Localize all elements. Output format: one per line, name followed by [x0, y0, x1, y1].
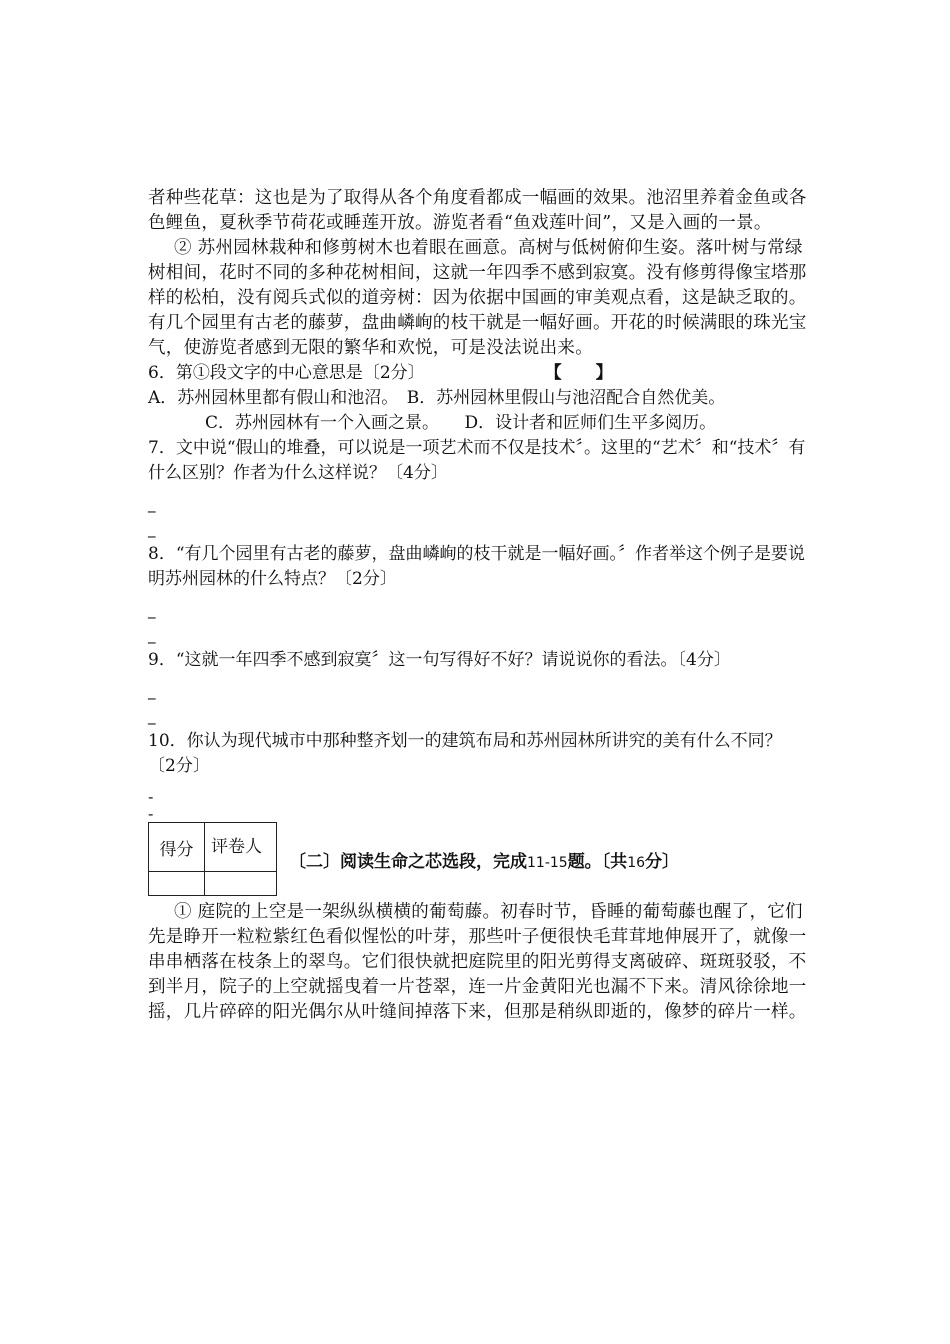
answer-line[interactable]: _ [148, 682, 156, 700]
question-9: 9．“这就一年四季不感到寂寞〞这一句写得好不好？请说说你的看法。〔4分〕 [148, 650, 731, 670]
section-2-title: 〔二〕阅读生命之芯选段，完成11-15题。〔共16分〕 [289, 851, 680, 872]
question-6-text: 6．第①段文字的中心意思是〔2分〕 [148, 363, 425, 383]
answer-line[interactable]: - [148, 805, 154, 823]
score-label: 得分 [149, 823, 205, 872]
passage-continuation: 者种些花草：这也是为了取得从各个角度看都成一幅画的效果。池沼里养着金鱼或各色鲤鱼，夏秋季节荷花或睡莲开放。游览者看“鱼戏莲叶间”，又是入画的一景。 [148, 188, 807, 233]
answer-line[interactable]: _ [148, 520, 156, 538]
question-6 [148, 361, 808, 386]
passage-paragraph-2: ② 苏州园林栽种和修剪树木也着眼在画意。高树与低树俯仰生姿。落叶树与常绿树相间，花时不同的多种花树相间，这就一年四季不感到寂寞。没有修剪得像宝塔那样的松柏，没有阅兵式似的道旁树：因为依据中国画的审美观点看，这是缺乏取的。有几个园里有古老的藤萝，盘曲嶙峋的枝干就是一幅好画。开花的时候满眼的珠光宝气，使游览者感到无限的繁华和欢悦，可是没法说出来。 [148, 238, 807, 358]
section-2-paragraph-1: ① 庭院的上空是一架纵纵横横的葡萄藤。初春时节，昏睡的葡萄藤也醒了，它们先是睁开一粒粒紫红色看似惺忪的叶芽，那些叶子便很快毛茸茸地伸展开了，就像一串串栖落在枝条上的翠鸟。它们很快就把庭院里的阳光剪得支离破碎、斑斑驳驳，不到半月，院子的上空就摇曳着一片苍翠，连一片金黄阳光也漏不下来。清风徐徐地一摇，几片碎碎的阳光偶尔从叶缝间掉落下来，但那是稍纵即逝的，像梦的碎片一样。 [148, 902, 807, 1022]
score-table [148, 822, 277, 896]
question-8: 8．“有几个园里有古老的藤萝，盘曲嶙峋的枝干就是一幅好画。〞作者举这个例子是要说明苏州园林的什么特点？〔2分〕 [148, 544, 806, 589]
grader-cell[interactable] [205, 872, 277, 896]
question-6-options-ab: A．苏州园林里都有假山和池沼。 B．苏州园林里假山与池沼配合自然优美。 [148, 388, 726, 408]
answer-line[interactable]: _ [148, 495, 156, 513]
score-cell[interactable] [149, 872, 205, 896]
question-10: 10．你认为现代城市中那种整齐划一的建筑布局和苏州园林所讲究的美有什么不同？〔2分〕 [148, 731, 782, 776]
answer-line[interactable]: _ [148, 601, 156, 619]
answer-line[interactable]: _ [148, 707, 156, 725]
grader-label: 评卷人 [205, 823, 277, 872]
section-2-header [148, 822, 808, 896]
exam-page [148, 186, 808, 1025]
question-6-options-cd: C．苏州园林有一个入画之景。 D．设计者和匠师们生平多阅历。 [205, 413, 717, 433]
answer-line[interactable]: - [148, 788, 154, 806]
answer-bracket: 【 】 [544, 363, 613, 383]
question-7: 7．文中说“假山的堆叠，可以说是一项艺术而不仅是技术〞。这里的“艺术〞和“技术〞有什么区别？作者为什么这样说？〔4分〕 [148, 438, 806, 483]
answer-line[interactable]: _ [148, 626, 156, 644]
